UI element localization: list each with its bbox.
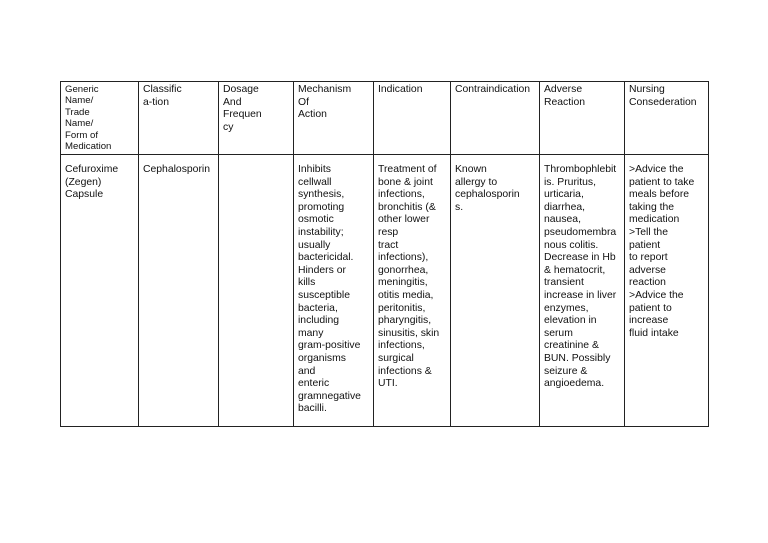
- header-cell-mechanism: [294, 82, 374, 155]
- cell-indication: [374, 155, 451, 427]
- header-cell-dosage: [219, 82, 294, 155]
- header-label: Adverse Reaction: [544, 84, 586, 108]
- header-cell-generic-name: [61, 82, 139, 155]
- header-label: Nursing Consederation: [629, 84, 697, 108]
- header-label: Classific a-tion: [143, 84, 182, 108]
- cell-text: Inhibits cellwall synthesis, promoting osmotic instability; usually bactericidal. Hinders or kills susceptible bacteria, including many gram-positive organisms and enteric gramnegative bacilli.: [298, 164, 361, 415]
- header-label: Dosage And Frequen cy: [223, 84, 262, 133]
- cell-text: Known allergy to cephalosporin s.: [455, 164, 520, 213]
- header-cell-nursing-consideration: [625, 82, 709, 155]
- drug-study-table: [60, 81, 709, 427]
- cell-adverse-reaction: [540, 155, 625, 427]
- header-cell-classification: [139, 82, 219, 155]
- header-cell-contraindication: [451, 82, 540, 155]
- cell-text: Cephalosporin: [143, 164, 211, 175]
- cell-text: Cefuroxime (Zegen) Capsule: [65, 164, 119, 201]
- cell-mechanism: [294, 155, 374, 427]
- header-label: Mechanism Of Action: [298, 84, 352, 121]
- header-label: Contraindication: [455, 84, 531, 95]
- header-label: Indication: [378, 84, 423, 95]
- cell-nursing-consideration: [625, 155, 709, 427]
- cell-classification: [139, 155, 219, 427]
- header-label: Generic Name/ Trade Name/ Form of Medication: [65, 84, 112, 153]
- header-cell-adverse-reaction: [540, 82, 625, 155]
- cell-text: Thrombophlebit is. Pruritus, urticaria, diarrhea, nausea, pseudomembra nous colitis. Decrease in Hb & hematocrit, transient increase in liver enzymes, elevation in serum creatinine & BUN. Possibly seizure & angioedema.: [544, 164, 617, 390]
- cell-generic-name: [61, 155, 139, 427]
- cell-contraindication: [451, 155, 540, 427]
- header-row: [61, 82, 709, 155]
- cell-dosage: [219, 155, 294, 427]
- cell-text: Treatment of bone & joint infections, bronchitis (& other lower resp tract infections), gonorrhea, meningitis, otitis media, peritonitis, pharyngitis, sinusitis, skin infections, surgical infections & UTI.: [378, 164, 440, 390]
- cell-text: >Advice the patient to take meals before taking the medication >Tell the patient to report adverse reaction >Advice the patient to increase fluid intake: [629, 164, 695, 339]
- header-cell-indication: [374, 82, 451, 155]
- table-row: [61, 155, 709, 427]
